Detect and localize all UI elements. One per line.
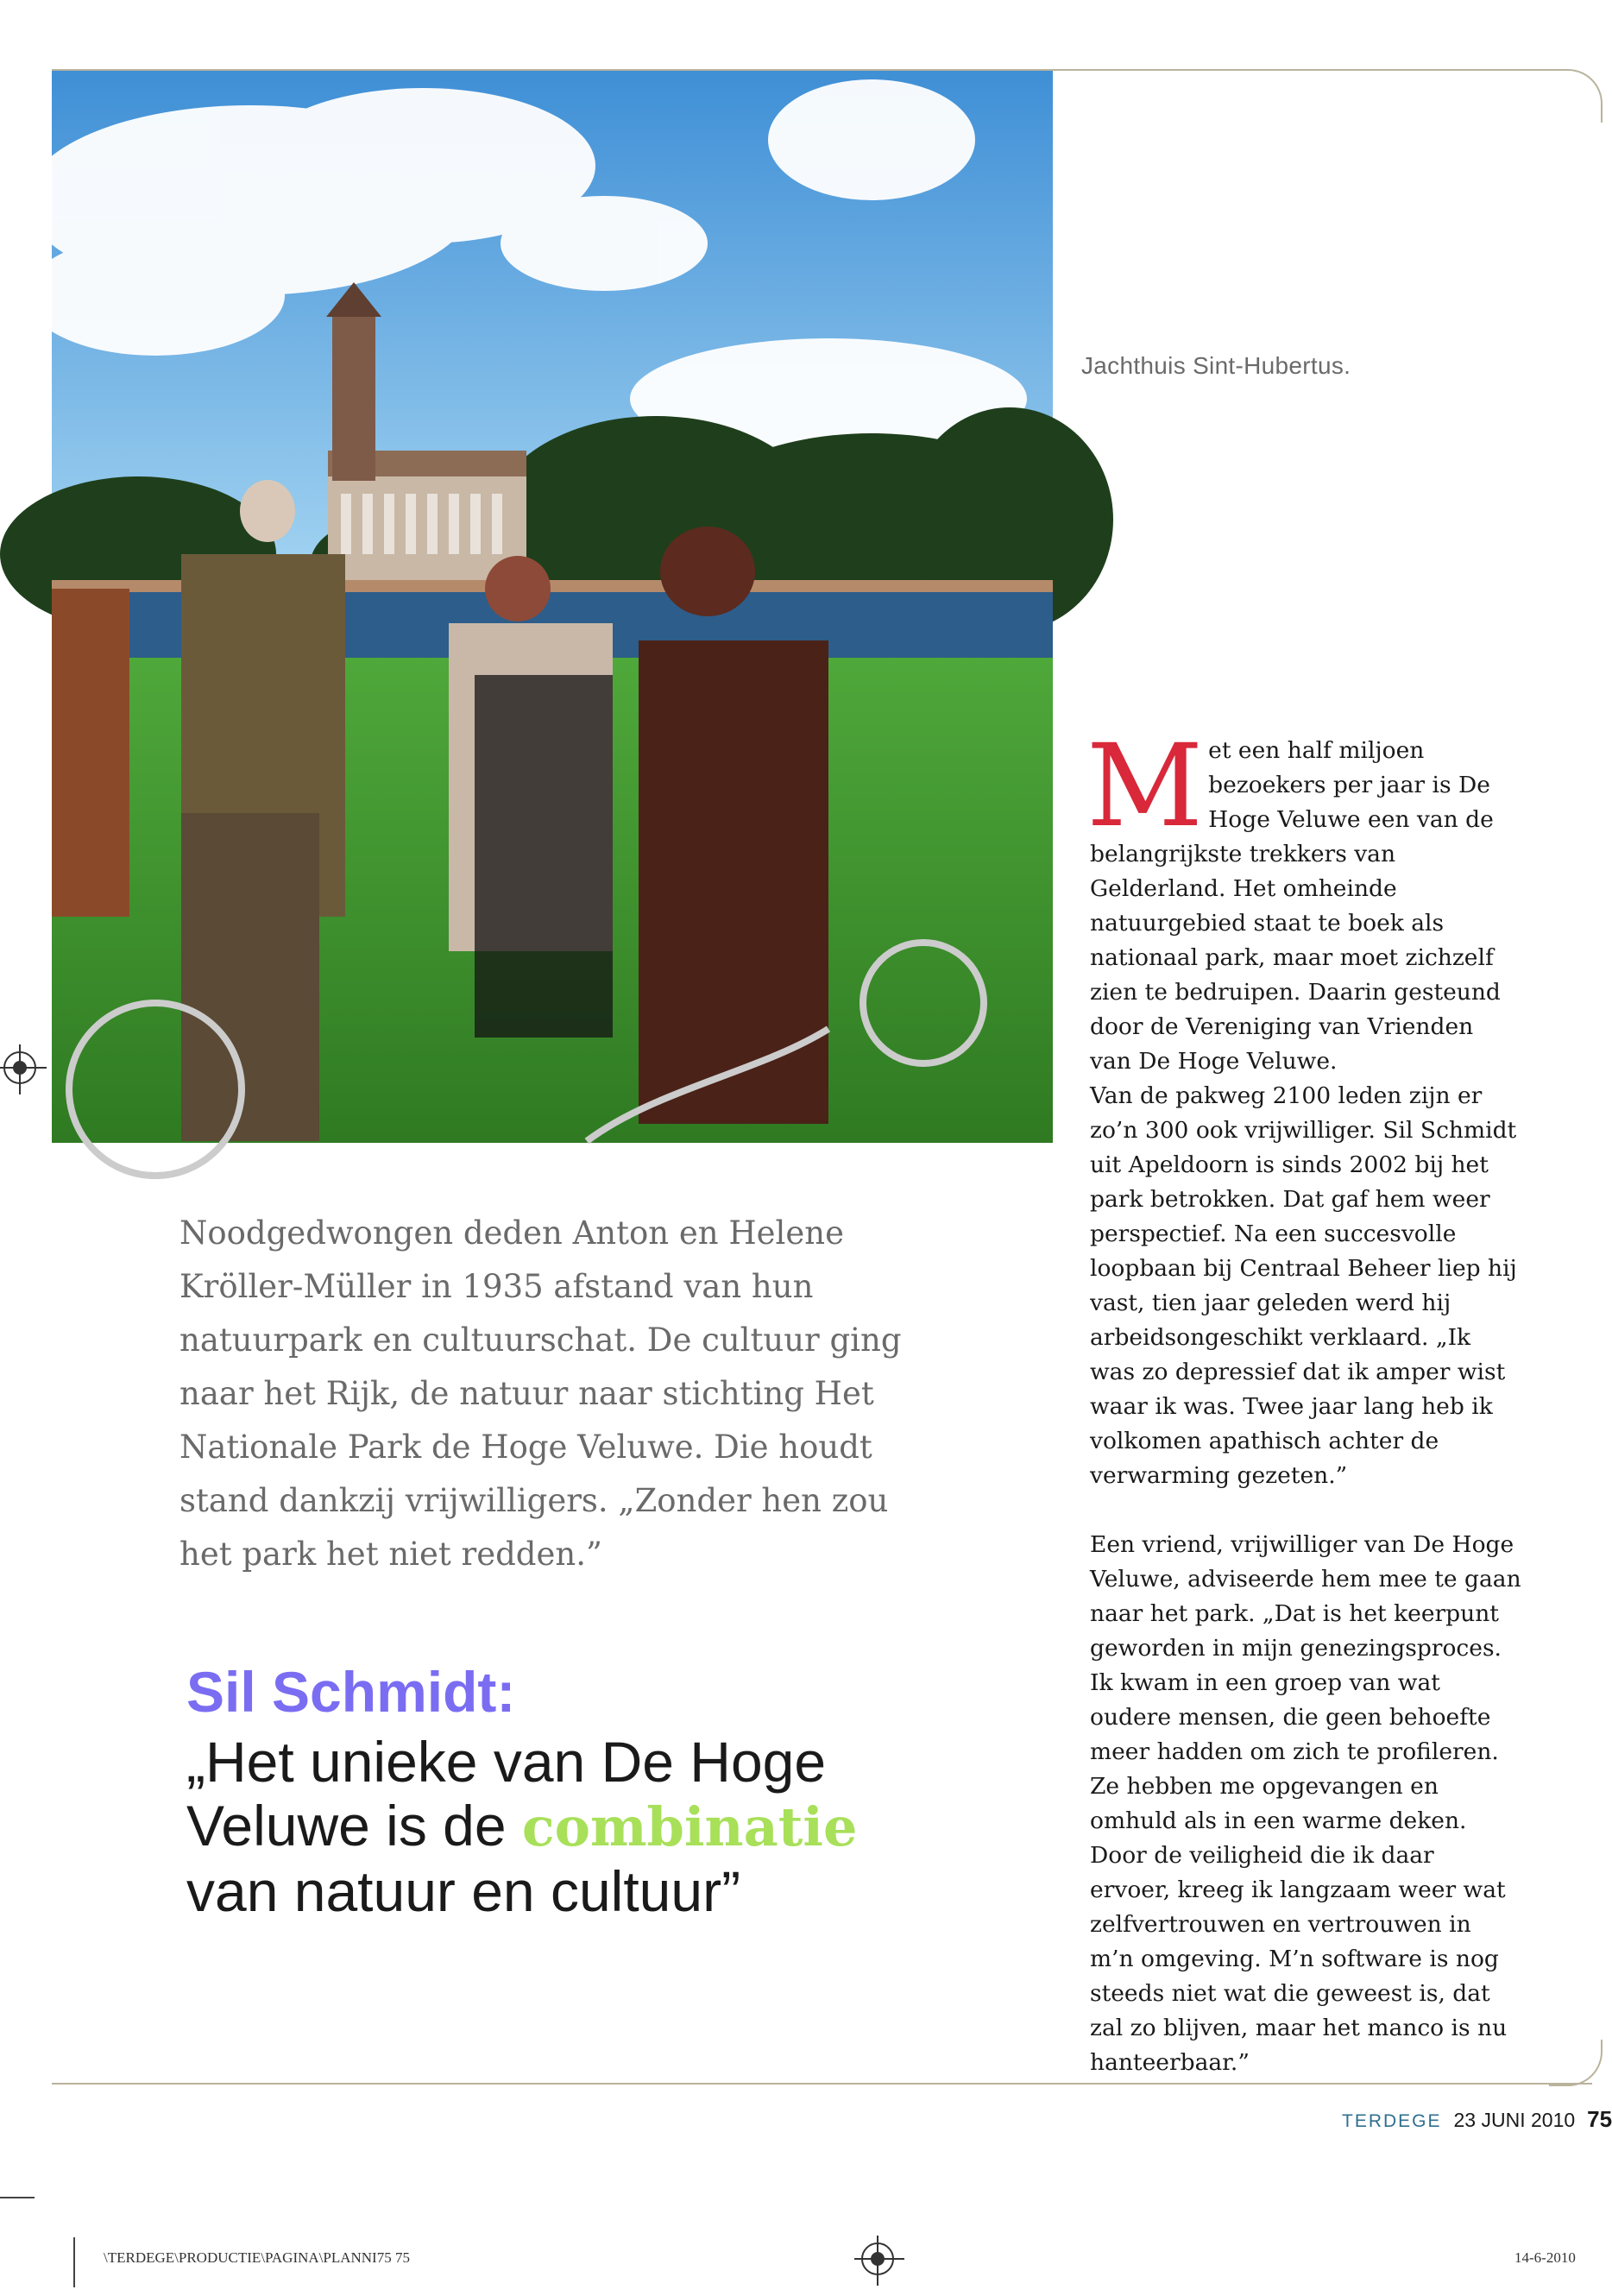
quote-speaker: Sil Schmidt:	[186, 1660, 516, 1724]
magazine-name: TERDEGE	[1342, 2111, 1442, 2131]
quote-highlight: combinatie	[521, 1795, 858, 1858]
quote-text-after: van natuur en cultuur”	[186, 1859, 741, 1923]
top-corner-rule	[1549, 69, 1603, 123]
crop-mark-vertical	[73, 2237, 75, 2287]
photo-caption: Jachthuis Sint-Hubertus.	[1081, 352, 1351, 379]
feature-photo	[52, 71, 1053, 1143]
quote-text	[186, 1730, 963, 1923]
body-paragraph-3: Een vriend, vrijwilliger van De Hoge Veluwe, adviseerde hem mee te gaan naar het park. „Dat is het keerpunt geworden in mijn genezingsproces. Ik kwam in een groep van wat oudere mensen, die geen behoefte meer hadden om zich te profileren. Ze hebben me opgevangen en omhuld als in een warme deken. Door de veiligheid die ik daar ervoer, kreeg ik langzaam weer wat zelfvertrouwen en vertrouwen in m’n omgeving. M’n software is nog steeds niet wat die geweest is, dat zal zo blijven, maar het manco is nu hanteerbaar.”	[1090, 1531, 1521, 2076]
page-number: 75	[1587, 2106, 1612, 2132]
crop-mark	[0, 2197, 35, 2198]
page-footer	[1342, 2106, 1612, 2133]
slug-path: \TERDEGE\PRODUCTIE\PAGINA\PLANNI75 75	[104, 2249, 410, 2266]
body-paragraph-1: et een half miljoen bezoekers per jaar is De Hoge Veluwe een van de belangrijkste trekkers van Gelderland. Het omheinde natuurgebied staat te boek als nationaal park, maar moet zichzelf zien te bedruipen. Daarin gesteund door de Vereniging van Vrienden van De Hoge Veluwe.	[1090, 737, 1501, 1075]
quote-text-before: „Het unieke van De Hoge Veluwe is de	[186, 1730, 827, 1858]
bottom-rule	[52, 2083, 1592, 2085]
pull-quote	[186, 1657, 963, 1923]
drop-cap: M	[1086, 720, 1204, 853]
registration-mark-icon	[3, 1051, 36, 1084]
issue-date: 23 JUNI 2010	[1453, 2109, 1576, 2131]
slug-date: 14-6-2010	[1514, 2249, 1576, 2266]
registration-mark-icon	[861, 2242, 894, 2275]
lead-paragraph: Noodgedwongen deden Anton en Helene Kröller-Müller in 1935 afstand van hun natuurpark en cultuurschat. De cultuur ging naar het Rijk, de natuur naar stichting Het Nationale Park de Hoge Veluwe. Die houdt stand dankzij vrijwilligers. „Zonder hen zou het park het niet redden.”	[179, 1214, 902, 1573]
body-paragraph-2: Van de pakweg 2100 leden zijn er zo’n 300 ook vrijwilliger. Sil Schmidt uit Apeldoorn is sinds 2002 bij het park betrokken. Dat gaf hem weer perspectief. Na een succesvolle loopbaan bij Centraal Beheer liep hij vast, tien jaar geleden werd hij arbeidsongeschikt verklaard. „Ik was zo depressief dat ik amper wist waar ik was. Twee jaar lang heb ik volkomen apathisch achter de verwarming gezeten.”	[1090, 1082, 1517, 1489]
bottom-corner-rule	[1549, 2040, 1603, 2086]
body-column	[1086, 720, 1521, 2080]
